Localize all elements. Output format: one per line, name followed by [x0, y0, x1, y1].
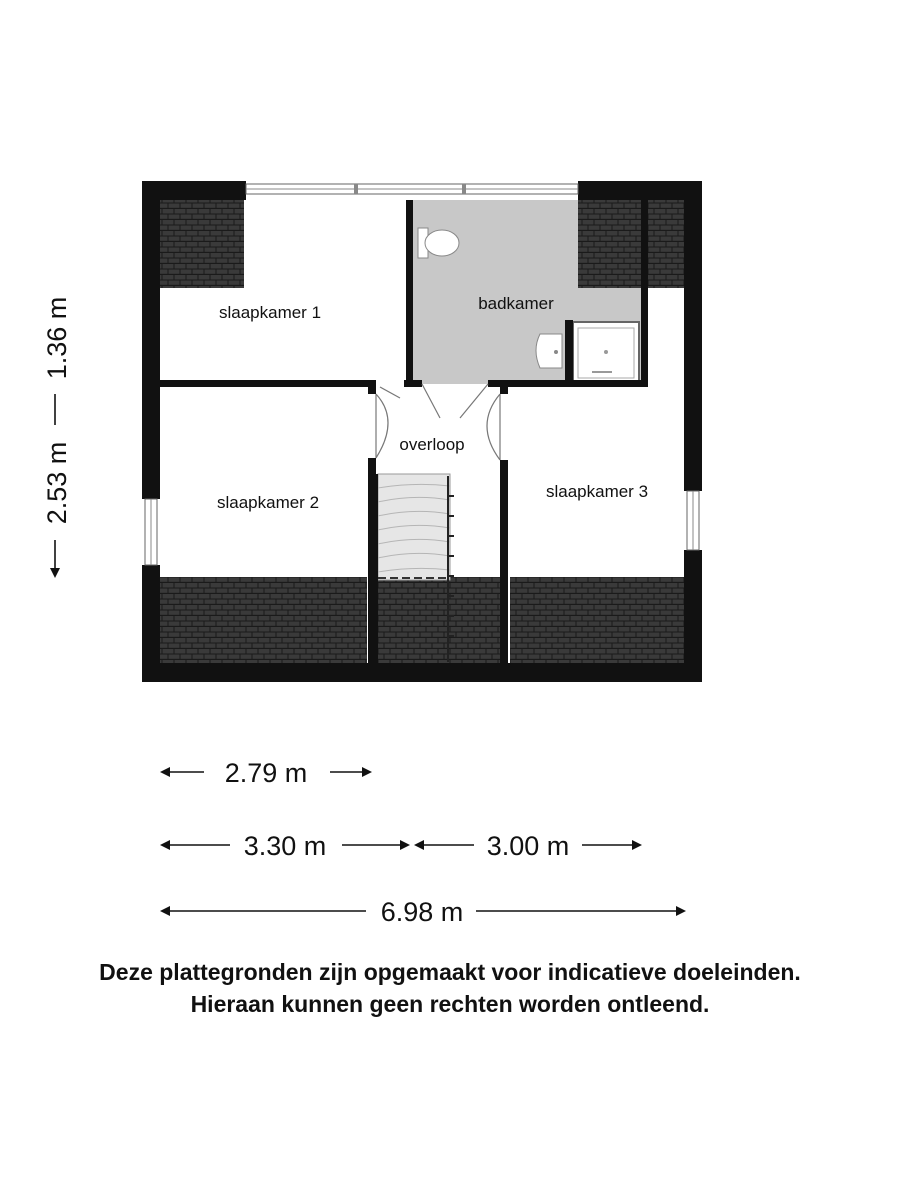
toilet-icon — [418, 228, 459, 258]
room-label-badkamer: badkamer — [478, 294, 554, 313]
room-label-slaapkamer-1: slaapkamer 1 — [218, 303, 322, 322]
dimension-label-top: 2.79 m — [224, 758, 308, 788]
sink-icon — [536, 334, 562, 368]
disclaimer-line-1: Deze plattegronden zijn opgemaakt voor indicatieve doeleinden. — [99, 959, 801, 985]
dimension-label-vertical-upper: 1.36 m — [42, 296, 72, 380]
dimension-label-left: 3.30 m — [243, 831, 327, 861]
shower-icon — [573, 322, 639, 382]
dimension-horizontal — [160, 767, 686, 916]
room-label-slaapkamer-3: slaapkamer 3 — [545, 482, 649, 501]
room-label-slaapkamer-2: slaapkamer 2 — [216, 493, 320, 512]
disclaimer-line-2: Hieraan kunnen geen rechten worden ontleend. — [190, 991, 710, 1017]
room-label-overloop: overloop — [399, 435, 465, 454]
dimension-label-total: 6.98 m — [380, 897, 464, 927]
dimension-label-vertical-lower: 2.53 m — [42, 441, 72, 525]
dimension-label-right: 3.00 m — [486, 831, 570, 861]
